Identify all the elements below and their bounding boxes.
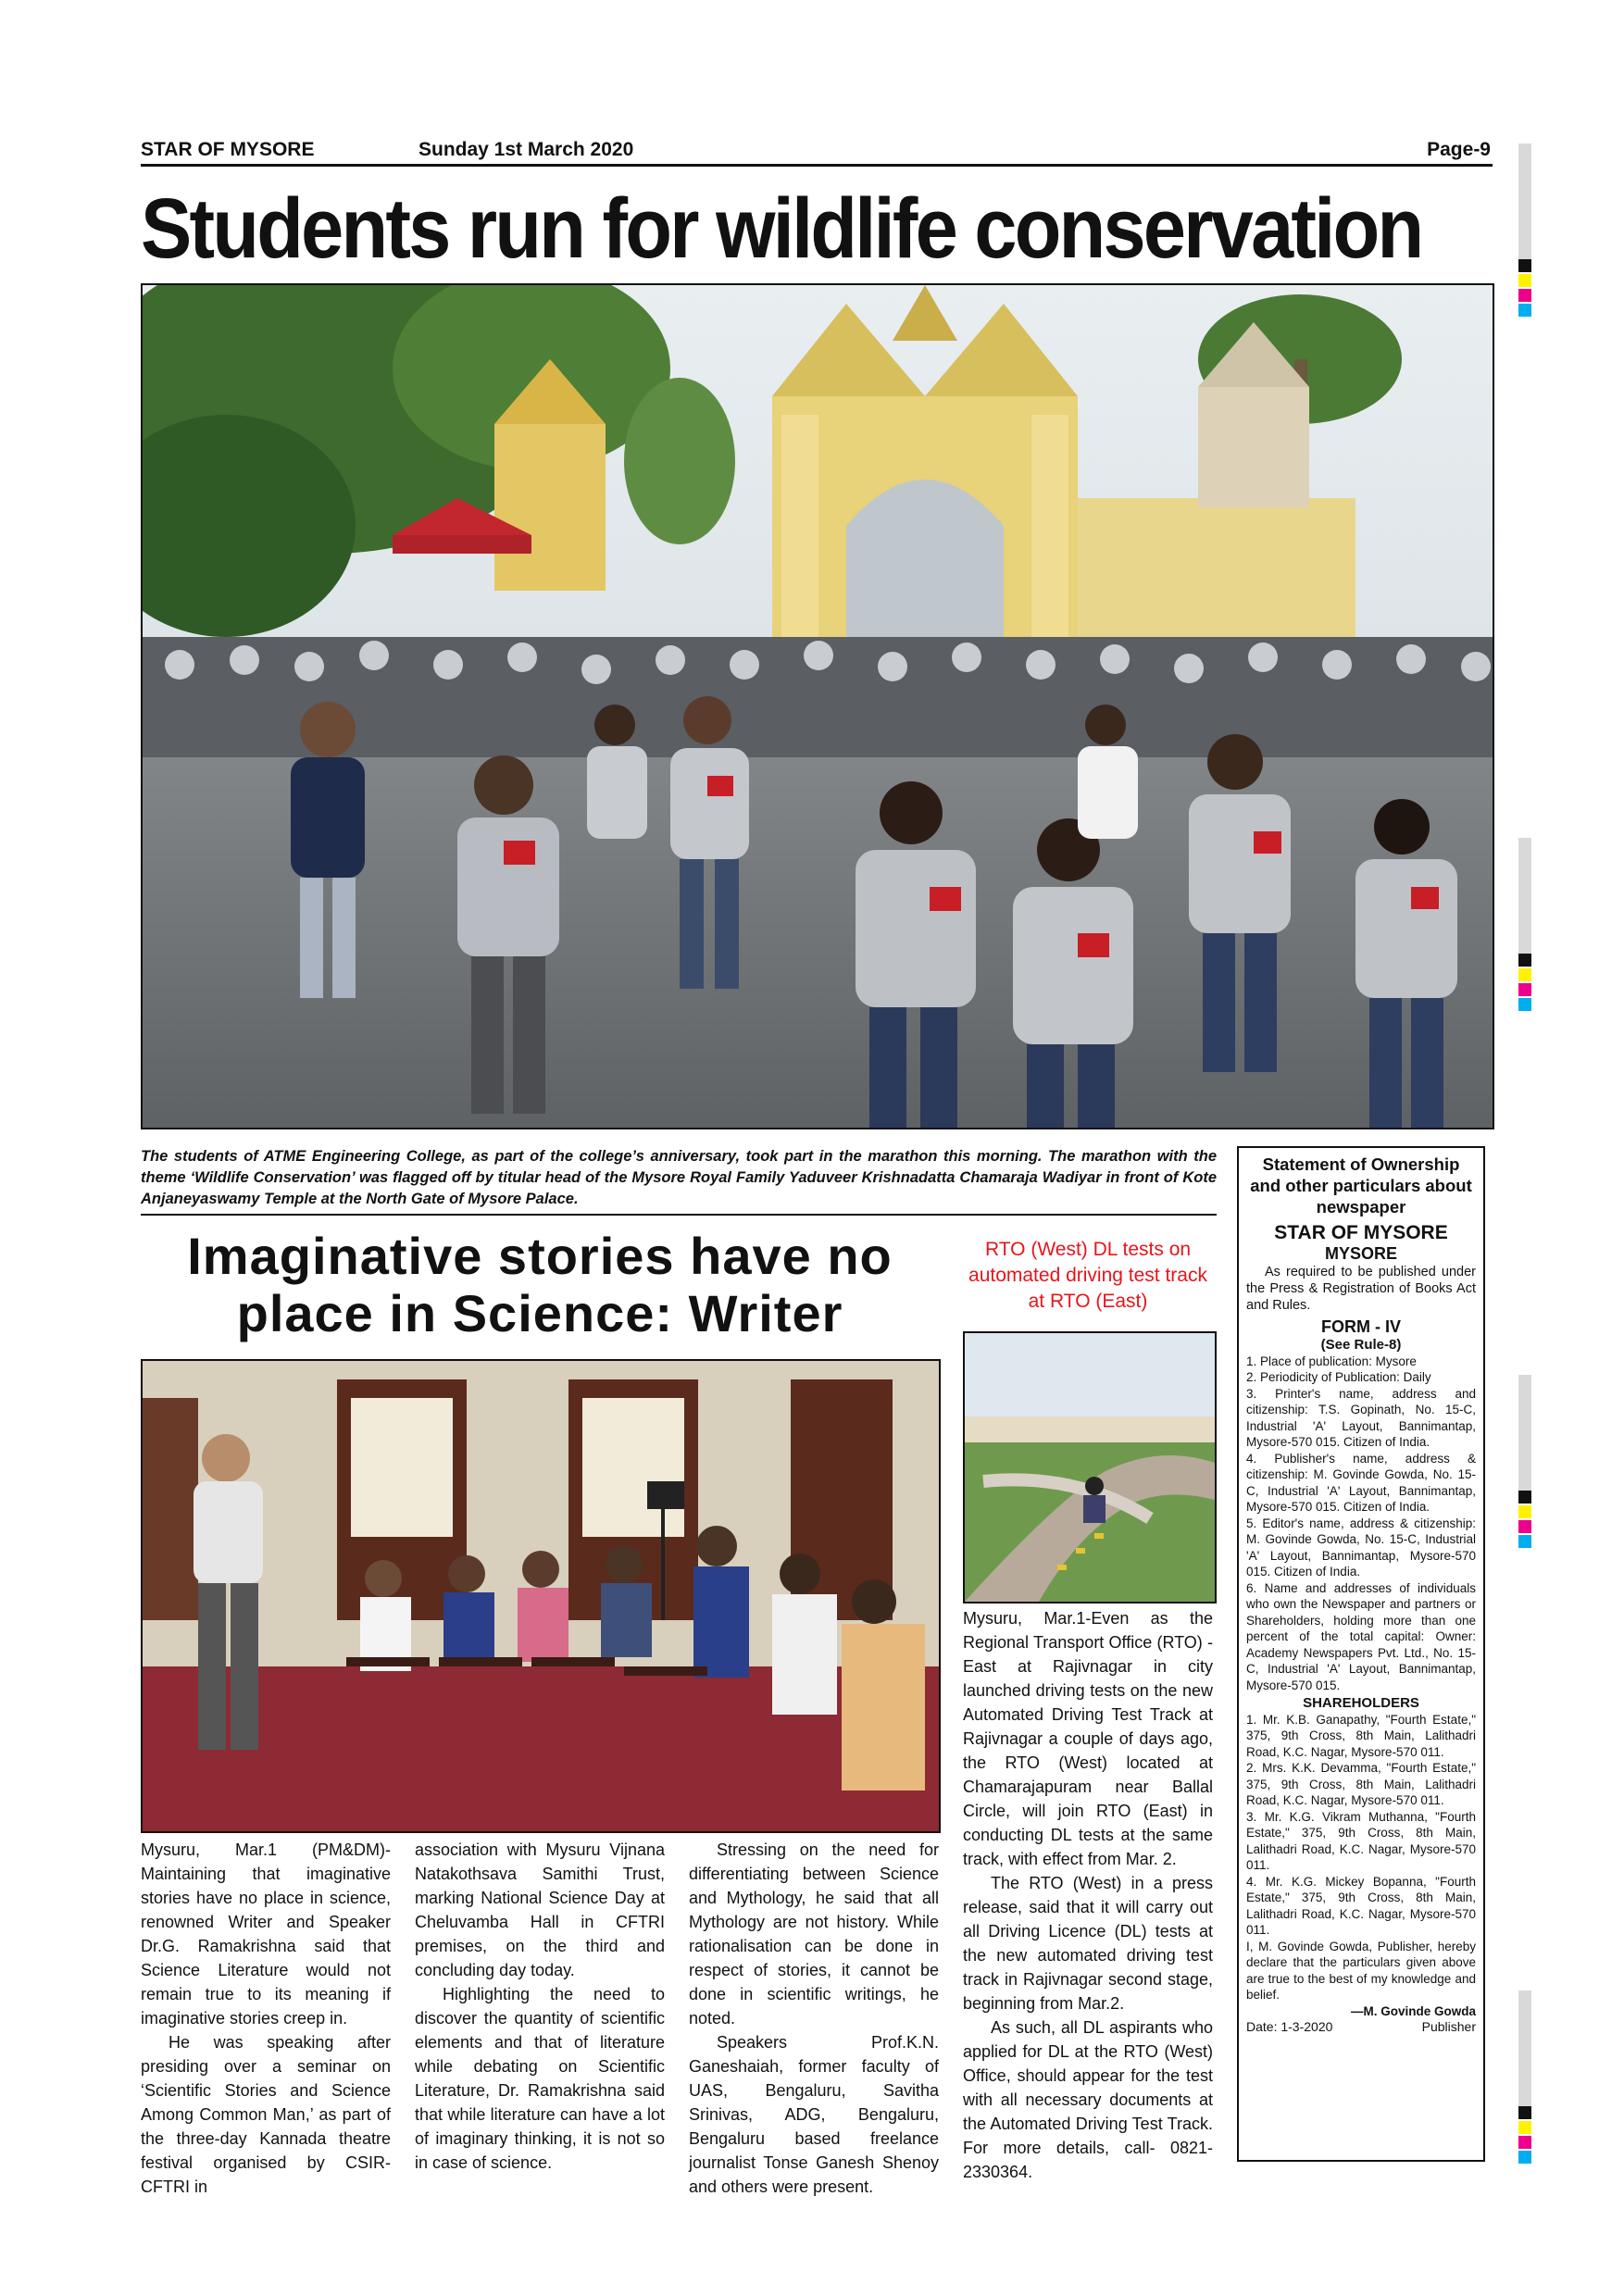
issue-date: Sunday 1st March 2020 bbox=[418, 139, 634, 160]
story-paragraph: Stressing on the need for differentiating between Science and Mythology, he said that all Mythology are not history. While rationalisation can be done in respect of stories, it cannot be done in scientific writings, he noted. bbox=[689, 1841, 939, 2028]
story-column-2 bbox=[415, 1838, 665, 2175]
page-number: Page-9 bbox=[1427, 139, 1491, 160]
story-column-3 bbox=[689, 1838, 939, 2199]
registration-magenta bbox=[1518, 289, 1531, 302]
registration-gray-bar bbox=[1518, 838, 1531, 954]
story-headline-line1: Imaginative stories have no bbox=[187, 1227, 893, 1285]
registration-cyan bbox=[1518, 2151, 1531, 2164]
caption-rule bbox=[141, 1214, 1217, 1216]
driving-track-photo bbox=[963, 1331, 1217, 1603]
statement-title: Statement of Ownership and other particulars about newspaper bbox=[1250, 1154, 1472, 1217]
statement-item: 1. Place of publication: Mysore bbox=[1246, 1354, 1417, 1368]
registration-yellow bbox=[1518, 274, 1531, 287]
registration-magenta bbox=[1518, 2136, 1531, 2149]
shareholder-entry: 1. Mr. K.B. Ganapathy, "Fourth Estate," 375, 9th Cross, 8th Main, Lalithadri Road, K.C. Nagar, Mysore-570 011. bbox=[1246, 1712, 1476, 1759]
statement-signature: —M. Govinde Gowda bbox=[1350, 2003, 1476, 2018]
story-paragraph: Speakers Prof.K.N. Ganeshaiah, former faculty of UAS, Bengaluru, Savitha Srinivas, ADG, Bengaluru, Bengaluru based freelance journalist Tonse Ganesh Shenoy and others were present. bbox=[689, 2033, 939, 2196]
story-paragraph: Highlighting the need to discover the quantity of scientific elements and that of literature while debating on Scientific Literature, Dr. Ramakrishna said that while literature can have a lot of imaginary thinking, it is not so in case of science. bbox=[415, 1985, 665, 2172]
registration-yellow bbox=[1518, 2121, 1531, 2134]
statement-intro: As required to be published under the Press & Registration of Books Act and Rules. bbox=[1246, 1265, 1476, 1313]
story-paragraph: association with Mysuru Vijnana Natakothsava Samithi Trust, marking National Science Day at Cheluvamba Hall in CFTRI premises, on the third and concluding day today. bbox=[415, 1841, 665, 1979]
registration-black bbox=[1518, 2106, 1531, 2119]
registration-cyan bbox=[1518, 1535, 1531, 1548]
rto-paragraph: Mysuru, Mar.1-Even as the Regional Transport Office (RTO) - East at Rajivnagar in city launched driving tests on the new Automated Driving Test Track at Rajivnagar a couple of days ago, the RTO (West) located at Chamarajapuram near Ballal Circle, will join RTO (East) in conducting DL tests at the same track, with effect from Mar. 2. bbox=[963, 1609, 1213, 1868]
header-rule bbox=[141, 164, 1493, 167]
registration-yellow bbox=[1518, 968, 1531, 981]
story-column-1 bbox=[141, 1838, 391, 2199]
registration-cyan bbox=[1518, 304, 1531, 317]
shareholders-title: SHAREHOLDERS bbox=[1303, 1695, 1419, 1711]
registration-gray-bar bbox=[1518, 1375, 1531, 1491]
statement-date: Date: 1-3-2020 bbox=[1246, 2019, 1333, 2034]
rto-body bbox=[963, 1606, 1213, 2184]
seminar-photo bbox=[141, 1359, 941, 1833]
rto-paragraph: The RTO (West) in a press release, said that it will carry out all Driving Licence (DL) tests at the new automated driving test track in Rajivnagar second stage, beginning from Mar.2. bbox=[963, 1874, 1213, 2013]
seminar-photo-illustration bbox=[143, 1361, 939, 1831]
statement-role: Publisher bbox=[1421, 2019, 1476, 2034]
driving-track-illustration bbox=[965, 1333, 1215, 1602]
main-headline: Students run for wildlife conservation bbox=[141, 181, 1422, 276]
statement-item: 6. Name and addresses of individuals who own the Newspaper and partners or Shareholders, holding more than one percent of the total capital: Owner: Academy Newspapers Pvt. Ltd., No. 15-C, Industrial 'A' Layout, Bannimantap, Mysore-570 015. bbox=[1246, 1580, 1476, 1692]
ownership-statement-box bbox=[1237, 1146, 1485, 2162]
story-paragraph: Mysuru, Mar.1 (PM&DM)- Maintaining that imaginative stories have no place in science, renowned Writer and Speaker Dr.G. Ramakrishna said that Science Literature would not remain true to its meaning if imaginative stories creep in. bbox=[141, 1841, 391, 2028]
shareholder-entry: 4. Mr. K.G. Mickey Bopanna, "Fourth Estate," 375, 9th Cross, 8th Main, Lalithadri Road, K.C. Nagar, Mysore-570 011. bbox=[1246, 1874, 1476, 1937]
statement-item: 5. Editor's name, address & citizenship: M. Govinde Gowda, No. 15-C, Industrial 'A' Layout, Bannimantap, Mysore-570 015. Citizen of India. bbox=[1246, 1516, 1476, 1578]
statement-item: 2. Periodicity of Publication: Daily bbox=[1246, 1370, 1431, 1384]
rto-paragraph: As such, all DL aspirants who applied for DL at the RTO (West) Office, should appear for the test with all necessary documents at the Automated Driving Test Track. For more details, call- 0821-2330364. bbox=[963, 2018, 1213, 2181]
marathon-photo-illustration bbox=[143, 285, 1493, 1128]
statement-form: FORM - IV bbox=[1321, 1317, 1401, 1336]
rto-headline: RTO (West) DL tests on automated driving test track at RTO (East) bbox=[968, 1239, 1207, 1312]
shareholder-entry: 3. Mr. K.G. Vikram Muthanna, "Fourth Estate," 375, 9th Cross, 8th Main, Lalithadri Road, K.C. Nagar, Mysore-570 011. bbox=[1246, 1809, 1476, 1872]
shareholder-entry: 2. Mrs. K.K. Devamma, "Fourth Estate," 375, 9th Cross, 8th Main, Lalithadri Road, K.C. Nagar, Mysore-570 011. bbox=[1246, 1761, 1476, 1807]
registration-black bbox=[1518, 954, 1531, 967]
registration-black bbox=[1518, 1491, 1531, 1504]
marathon-photo bbox=[141, 283, 1494, 1129]
statement-declaration: I, M. Govinde Gowda, Publisher, hereby declare that the particulars given above are true to the best of my knowledge and belief. bbox=[1246, 1939, 1476, 2002]
statement-city: MYSORE bbox=[1324, 1244, 1397, 1263]
photo-caption: The students of ATME Engineering College, as part of the college’s anniversary, took part in the marathon this morning. The marathon with the theme ‘Wildlife Conservation’ was flagged off by titular head of the Mysore Royal Family Yaduveer Krishnadatta Chamaraja Wadiyar in front of Kote Anjaneyaswamy Temple at the North Gate of Mysore Palace. bbox=[141, 1148, 1217, 1207]
story-headline-line2: place in Science: Writer bbox=[236, 1284, 843, 1342]
registration-magenta bbox=[1518, 983, 1531, 996]
paper-name: STAR OF MYSORE bbox=[141, 139, 315, 160]
statement-paper-name: STAR OF MYSORE bbox=[1274, 1222, 1448, 1243]
statement-item: 4. Publisher's name, address & citizenship: M. Govinde Gowda, No. 15-C, Industrial 'A' Layout, Bannimantap, Mysore-570 015. Citizen of India. bbox=[1246, 1451, 1476, 1514]
registration-gray-bar bbox=[1518, 144, 1531, 259]
statement-item: 3. Printer's name, address and citizenship: T.S. Gopinath, No. 15-C, Industrial 'A' Layout, Bannimantap, Mysore-570 015. Citizen of India. bbox=[1246, 1386, 1476, 1449]
registration-cyan bbox=[1518, 998, 1531, 1011]
registration-black bbox=[1518, 259, 1531, 272]
registration-gray-bar bbox=[1518, 1990, 1531, 2106]
registration-magenta bbox=[1518, 1520, 1531, 1533]
story-paragraph: He was speaking after presiding over a seminar on ‘Scientific Stories and Science Among Common Man,’ as part of the three-day Kannada theatre festival organised by CSIR-CFTRI in bbox=[141, 2033, 391, 2196]
statement-rule: (See Rule-8) bbox=[1320, 1337, 1402, 1353]
story-headline bbox=[141, 1228, 939, 1342]
registration-yellow bbox=[1518, 1505, 1531, 1518]
